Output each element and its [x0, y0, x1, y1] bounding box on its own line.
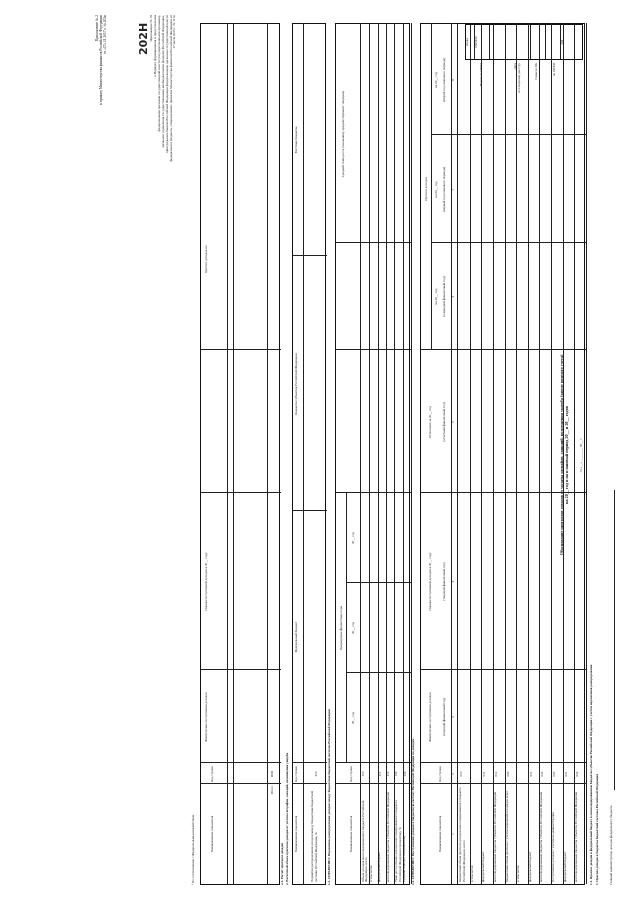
s1-row-label: федеральный бюджет [562, 851, 567, 882]
s1-col-est: Оценка поступлений доходов в 20__ году [428, 552, 432, 611]
s1-col-num: 8 [451, 79, 455, 81]
s1-row-label: в том числе: [469, 864, 474, 882]
s12-row-label: федеральный бюджет [377, 851, 382, 882]
s1-col-y3-sub: (второй год планового периода) [442, 57, 446, 103]
table-section1 [420, 23, 585, 885]
procedure-header [150, 15, 177, 265]
procedure-line3: Центральным банком Российской Федерации федеральными органами государственной власти [164, 15, 169, 153]
procedure-label: к Порядку формирования и представления [152, 15, 157, 77]
handwritten-order-number: 202H [137, 22, 150, 55]
s12-row-label: в том числе: [368, 864, 373, 882]
okud-value: 0505460 [475, 25, 490, 59]
s1-col-est-sub: (текущий финансовый год) [442, 562, 446, 601]
section12-heading: 1.2. СПРАВОЧНО: Поступления доходов в бюджетную систему Российской Федерации по доходам [411, 738, 415, 885]
admin-label: Главный администратор доходов федерального бюджета [609, 805, 613, 885]
order-date: от «27» 11 2017 г. № 202н [103, 15, 108, 55]
s1-row-label: в том числе: [516, 864, 521, 882]
s1-row-code: 032 [575, 771, 580, 777]
s1-col-num: 7 [451, 188, 455, 191]
s1-row-code: 010 [459, 771, 463, 777]
s2-col-name: Наименование показателя [210, 815, 214, 853]
footnote: ¹ По согласованию с Федеральным казначейством [191, 814, 195, 885]
date-label: Дата [512, 63, 517, 70]
s1-col-num: 5 [451, 421, 455, 423]
table-section2 [200, 23, 280, 885]
appendix-order: к приказу Министерства финансов Российской Федерации [99, 15, 104, 105]
s1-row-code: 011 [482, 771, 487, 777]
s1-col-num: 1 [451, 833, 455, 835]
s1-col-y2: на 20__ год [434, 181, 438, 198]
procedure-line4: федерального бюджета, утвержденному приказом Министерства финансов Российской Федерации от [168, 15, 173, 162]
codes-title: Коды [466, 25, 475, 59]
s12-row-label: консолидированные бюджеты субъектов Российской Федерации [385, 791, 390, 882]
okei-value: 384 [560, 39, 564, 45]
s1-row-label: консолидированные бюджеты субъектов Российской Федерации [574, 791, 579, 882]
s13-col-name: Наименование показателя [294, 815, 298, 853]
s1-col-y1: на 20__ год [434, 288, 438, 305]
s1-col-y3: на 20__ год [434, 72, 438, 88]
s13-col-code: Код строки [294, 766, 298, 782]
procedure-line2: органами управления государственными внебюджетными фондами Российской Федерации, [160, 15, 165, 148]
s13-row-label: Норматив распределения доходов между бюджетами бюджетной системы Российской Федерации, % [310, 790, 318, 882]
section2-sub: 2.1. Расчет прогноза доходов [280, 842, 284, 885]
section2-heading: 2. Расчетный объем прогноза доходов от уплаты штрафов, санкций, возмещения ущерба [285, 752, 289, 885]
s12-col-prev: Предыдущие финансовые годы [339, 605, 343, 651]
section1-sub: 1.1. Прогноз доходов в федеральный бюджет и консолидированные бюджеты субъектов Российской Федерации с учетом нормативов распределения [589, 664, 593, 885]
date-label2: по Сводному реестру [516, 63, 521, 93]
title-period: на 20__ год и на плановый период 20__ и 20__ годов [563, 406, 569, 504]
s12-row-code: 112 [386, 771, 390, 777]
s1-row-code: 022 [540, 771, 545, 777]
procedure-line5: 17 июля 2015 г. № 111н [172, 15, 177, 49]
appendix-header [95, 15, 107, 205]
s12-row-label: Темп роста объема доходов консолидированного бюджета Российской Федерации (процентов), % [393, 800, 402, 882]
s1-col-code: Код строки [438, 766, 442, 782]
s12-col-name: Наименование показателя [349, 815, 353, 853]
s1-col-num: 3 [451, 716, 455, 718]
s1-row-label: консолидированные бюджеты субъектов Российской Федерации [492, 791, 497, 882]
form-date: от «__» ________ 20__ г. [579, 437, 583, 473]
section13-heading: 1.3. СПРАВОЧНО: Нормативы распределения доходов между бюджетами бюджетной системы Российской Федерации [327, 709, 331, 885]
s2-col-fact: Фактические поступления доходов [204, 692, 208, 742]
s13-row-code: 410 [314, 771, 318, 777]
s1-row-code: 030 [552, 771, 557, 777]
s1-col-fact-sub: (текущий финансовый год) [442, 697, 446, 737]
s1-row-code: 021 [528, 771, 533, 777]
s1-col-y1-sub: (очередной финансовый год) [442, 276, 446, 317]
s1-row-label: Бюджетный объем прогноза с учетом изменений в порядок всего [504, 790, 509, 882]
s1-row-label: федеральный бюджет [527, 851, 532, 882]
s1-col-num: 4 [451, 580, 455, 583]
s1-col-prev: Исполнено за 20__ год [428, 406, 432, 438]
okei-label: по ОКЕИ [552, 63, 557, 77]
s2-col-forecast: Прогноз доходов на [204, 245, 208, 274]
s12-row-code: 130 [402, 771, 407, 777]
s1-row-label: Поступления доходов с учетом ка администрации [551, 811, 556, 882]
s12-row-code: 111 [377, 771, 382, 777]
s1-col-fact: Фактические поступления доходов [428, 692, 432, 742]
s1-col-num: 2 [451, 773, 455, 775]
s12-row-label: Объем доходов консолидированного бюджета Российской Федерации, всего [360, 800, 369, 882]
s2-col-est: Оценка поступлений доходов в 20__ году [204, 552, 208, 611]
s12-row-code: 120 [394, 771, 399, 777]
s1-row-label: Бюджетный объем прогноза доходов консолидированного бюджета Российской Федерации, всего [458, 787, 466, 882]
s1-col-prev-sub: (отчетный финансовый год) [442, 402, 446, 442]
s12-row-label: Средний темп роста (процентов) [402, 835, 407, 882]
s1-row-label: федеральный бюджет [481, 851, 486, 882]
procedure-line1: федеральными органами государственной власти (государственными органами), [156, 15, 161, 132]
s2-total-label: Итого [270, 786, 274, 795]
s1-row-code: 031 [563, 771, 568, 777]
s2-total-code: 9000 [270, 770, 274, 778]
s12-col-b: 20__ год [351, 622, 355, 634]
title-main: Обоснование прогнозов доходов от уплаты штрафов, санкций, возмещения ущерба (кроме прямого счета) [559, 354, 564, 556]
appendix2-label: Приложение № 18 [149, 15, 153, 42]
glava-label: Глава по БК [534, 63, 539, 80]
table-section13 [292, 23, 326, 885]
s12-col-c: 20__ год [351, 532, 355, 544]
s1-row-code: 012 [493, 771, 498, 777]
s2-col-code: Код строки [210, 766, 214, 782]
s1-col-y2-sub: (первый год планового периода) [442, 166, 446, 213]
s13-col-reg: Бюджеты субъектов Российской Федерации [294, 353, 298, 415]
appendix-number: Приложение № 2 [95, 15, 99, 42]
section1-heading: 1. Прогноз доходов в бюджеты бюджетной системы Российской Федерации [595, 773, 599, 885]
s1-row-label: консолидированные бюджеты субъектов Российской Федерации [539, 791, 544, 882]
s13-col-fed: Федеральный бюджет [294, 621, 298, 653]
s12-row-code: 110 [361, 771, 365, 777]
s12-col-d: Средний темп роста (снижения), предшествующих текущему [341, 90, 345, 178]
s1-col-num: 6 [451, 295, 455, 298]
s1-col-forecast: Прогноз доходов [424, 177, 428, 201]
s1-row-code: 020 [505, 771, 510, 777]
s12-col-a: 20__ год [351, 712, 355, 724]
table-section12 [335, 23, 410, 885]
s1-col-name: Наименование показателя [438, 815, 442, 853]
s13-col-loc: Местные бюджеты [294, 126, 298, 154]
s12-col-code: Код строки [349, 766, 353, 782]
okud-label: Форма по ОКУД [479, 63, 483, 87]
